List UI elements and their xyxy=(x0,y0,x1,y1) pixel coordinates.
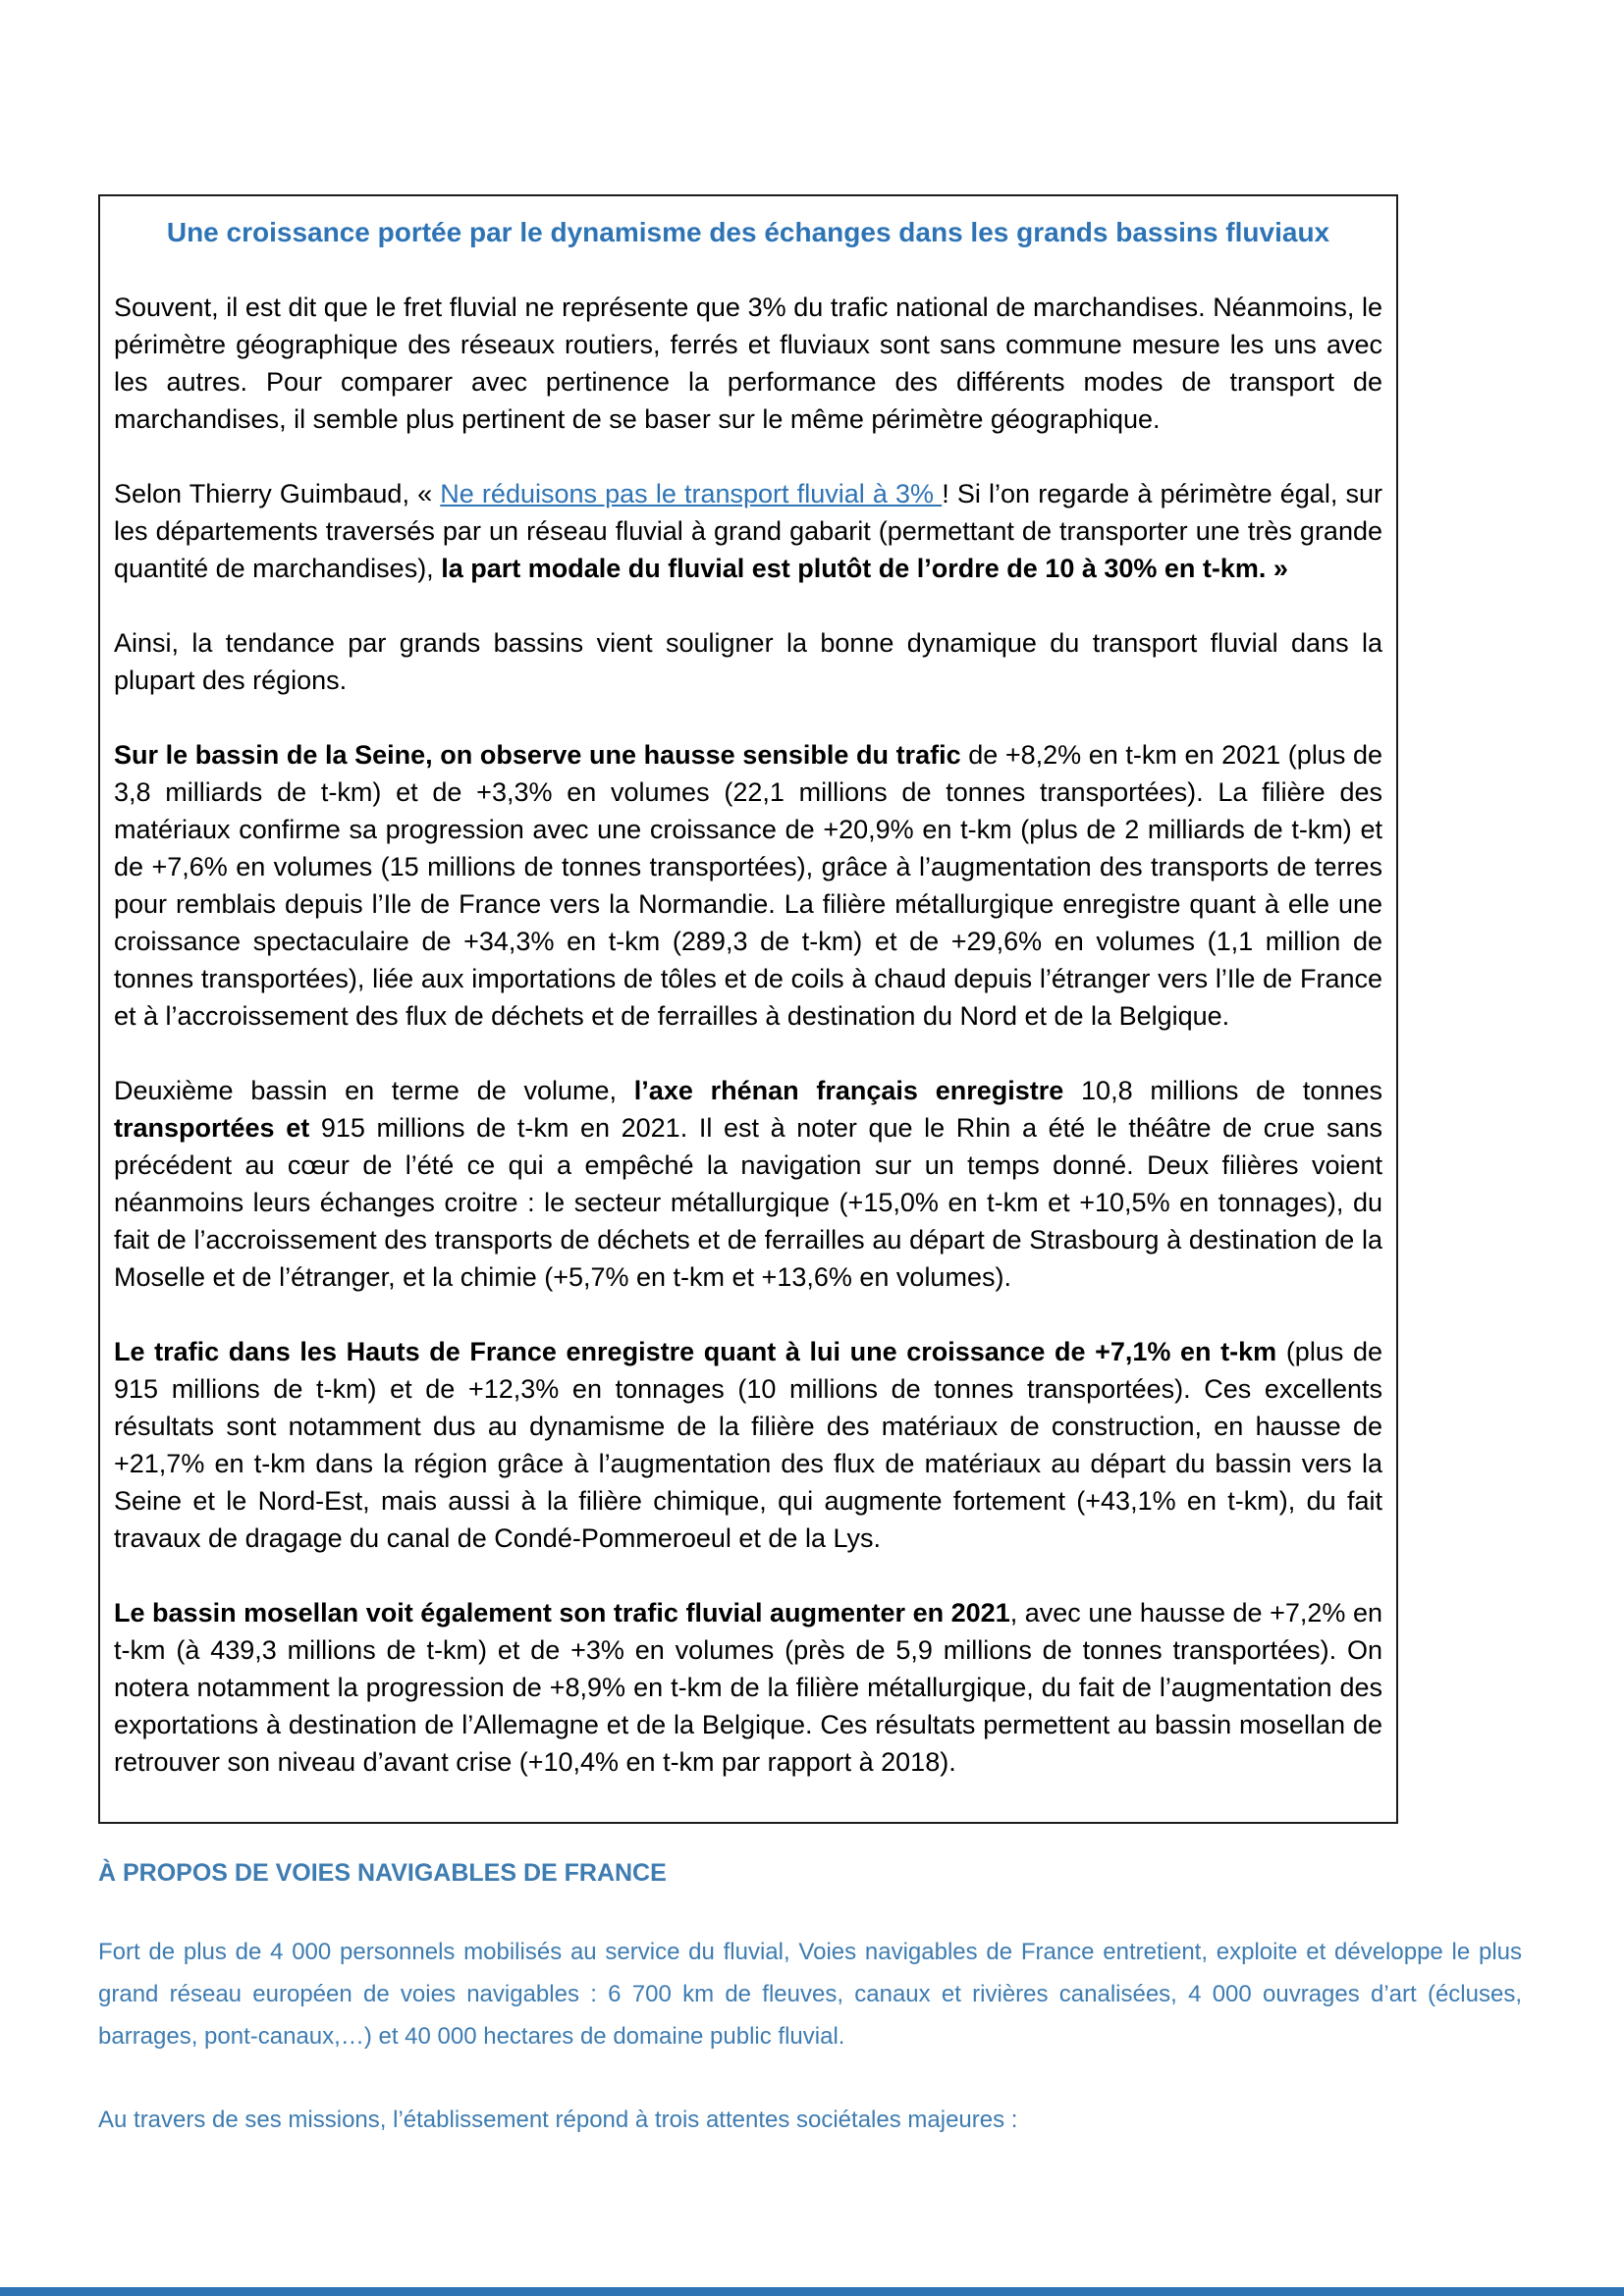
bold-text-run: l’axe rhénan français enregistre xyxy=(633,1076,1082,1105)
article-paragraph-seine xyxy=(114,736,1382,1035)
article-paragraph-intro xyxy=(114,289,1382,438)
article-inline-link[interactable]: Ne réduisons pas le transport fluvial à 3% xyxy=(440,479,943,508)
text-run: (plus de 915 millions de t-km) et de +12,3% en tonnages (10 millions de tonnes transportées). Ces excellents résultats sont notamment dus au dynamisme de la filière des matériaux de construction, en hausse de +21,7% en t-km dans la région grâce à l’augmentation des flux de matériaux au départ du bassin vers la Seine et le Nord-Est, mais aussi à la filière chimique, qui augmente fortement (+43,1% en t-km), du fait travaux de dragage du canal de Condé-Pommeroeul et de la Lys. xyxy=(114,1337,1382,1553)
text-run: de +8,2% en t-km en 2021 (plus de 3,8 milliards de t-km) et de +3,3% en volumes (22,1 millions de tonnes transportées). La filière des matériaux confirme sa progression avec une croissance de +20,9% en t-km (plus de 2 milliards de t-km) et de +7,6% en volumes (15 millions de tonnes transportées), grâce à l’augmentation des transports de terres pour remblais depuis l’Ile de France vers la Normandie. La filière métallurgique enregistre quant à elle une croissance spectaculaire de +34,3% en t-km (289,3 de t-km) et de +29,6% en volumes (1,1 million de tonnes transportées), liée aux importations de tôles et de coils à chaud depuis l’étranger vers l’Ile de France et à l’accroissement des flux de déchets et de ferrailles à destination du Nord et de la Belgique. xyxy=(114,740,1382,1031)
text-run: 915 millions de t-km en 2021. Il est à noter que le Rhin a été le théâtre de crue sans précédent au cœur de l’été ce qui a empêché la navigation sur un temps donné. Deux filières voient néanmoins leurs échanges croitre : le secteur métallurgique (+15,0% en t-km et +10,5% en tonnages), du fait de l’accroissement des transports de déchets et de ferrailles au départ de Strasbourg à destination de la Moselle et de l’étranger, et la chimie (+5,7% en t-km et +13,6% en volumes). xyxy=(114,1113,1382,1292)
article-paragraph-mosellan xyxy=(114,1594,1382,1781)
bold-text-run: transportées et xyxy=(114,1113,321,1143)
article-paragraph-rhenan xyxy=(114,1072,1382,1296)
bold-text-run: la part modale du fluvial est plutôt de l’ordre de 10 à 30% en t-km. » xyxy=(441,554,1288,583)
press-release-highlight-box xyxy=(98,194,1398,1824)
box-title: Une croissance portée par le dynamisme des échanges dans les grands bassins fluviaux xyxy=(166,217,1330,247)
bold-text-run: Sur le bassin de la Seine, on observe une hausse sensible du trafic xyxy=(114,740,969,770)
bold-text-run: Le trafic dans les Hauts de France enregistre quant à lui une croissance de +7,1% en t-km xyxy=(114,1337,1286,1366)
article-paragraph-hauts-de-france xyxy=(114,1333,1382,1557)
article-paragraph-tendance xyxy=(114,624,1382,699)
bold-text-run: Le bassin mosellan voit également son trafic fluvial augmenter en 2021 xyxy=(114,1598,1010,1628)
text-run: 10,8 millions de tonnes xyxy=(1081,1076,1382,1105)
text-run: ! Si l’on regarde à périmètre égal, sur les départements traversés par un réseau fluvial à grand gabarit (permettant de transporter une très grande quantité de marchandises), xyxy=(114,479,1382,583)
about-paragraph-missions: Au travers de ses missions, l’établissement répond à trois attentes sociétales majeures : xyxy=(98,2107,1018,2133)
text-run: Selon Thierry Guimbaud, « xyxy=(114,479,441,508)
article-paragraph-quote xyxy=(114,475,1382,587)
about-paragraph-network: Fort de plus de 4 000 personnels mobilisés au service du fluvial, Voies navigables de France entretient, exploite et développe le plus grand réseau européen de voies navigables : 6 700 km de fleuves, canaux et rivières canalisées, 4 000 ouvrages d’art (écluses, barrages, pont-canaux,…) et 40 000 hectares de domaine public fluvial. xyxy=(98,1939,1522,2050)
about-heading: À PROPOS DE VOIES NAVIGABLES DE FRANCE xyxy=(98,1859,667,1887)
about-section xyxy=(98,1858,1522,2182)
footer-accent-bar xyxy=(0,2287,1624,2296)
text-run: , avec une hausse de +7,2% en t-km (à 439,3 millions de t-km) et de +3% en volumes (près de 5,9 millions de tonnes transportées). On notera notamment la progression de +8,9% en t-km de la filière métallurgique, du fait de l’augmentation des exportations à destination de l’Allemagne et de la Belgique. Ces résultats permettent au bassin mosellan de retrouver son niveau d’avant crise (+10,4% en t-km par rapport à 2018). xyxy=(114,1598,1382,1777)
text-run: Ainsi, la tendance par grands bassins vient souligner la bonne dynamique du transport fluvial dans la plupart des régions. xyxy=(114,628,1382,695)
text-run: Deuxième bassin en terme de volume, xyxy=(114,1076,634,1105)
text-run: Souvent, il est dit que le fret fluvial ne représente que 3% du trafic national de marchandises. Néanmoins, le périmètre géographique des réseaux routiers, ferrés et fluviaux sont sans commune mesure les uns avec les autres. Pour comparer avec pertinence la performance des différents modes de transport de marchandises, il semble plus pertinent de se baser sur le même périmètre géographique. xyxy=(114,293,1382,434)
